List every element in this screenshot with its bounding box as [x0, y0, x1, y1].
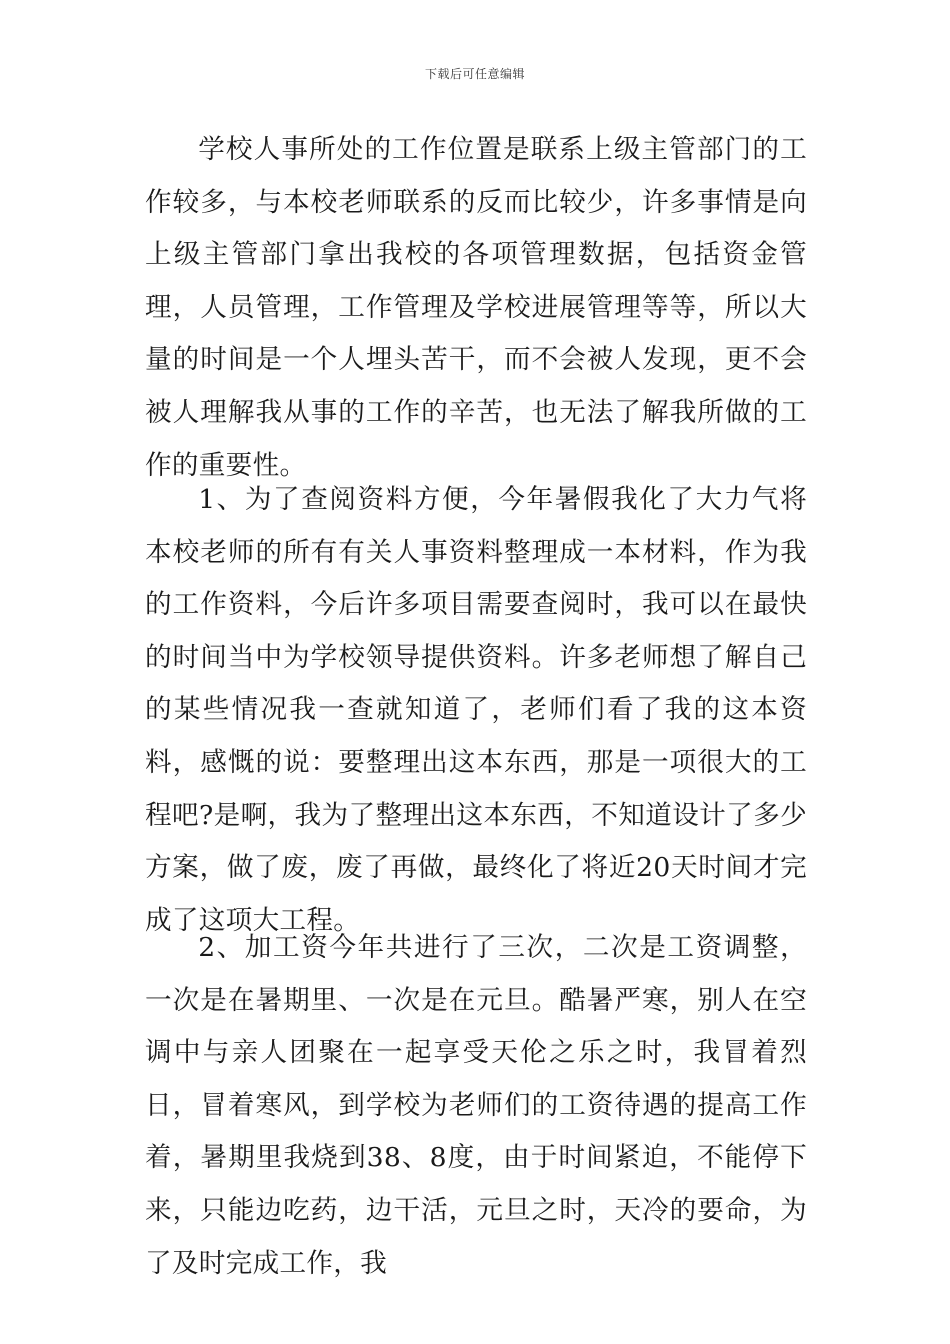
paragraph-intro: 学校人事所处的工作位置是联系上级主管部门的工作较多，与本校老师联系的反而比较少，许多事情是向上级主管部门拿出我校的各项管理数据，包括资金管理，人员管理，工作管理及学校进展管理等等，所以大量的时间是一个人埋头苦干，而不会被人发现，更不会被人理解我从事的工作的辛苦，也无法了解我所做的工作的重要性。 [145, 134, 807, 481]
paragraph-item-2: 2、加工资今年共进行了三次，二次是工资调整，一次是在暑期里、一次是在元旦。酷暑严寒，别人在空调中与亲人团聚在一起享受天伦之乐之时，我冒着烈日，冒着寒风，到学校为老师们的工资待遇的提高工作着，暑期里我烧到38、8度，由于时间紧迫，不能停下来，只能边吃药，边干活，元旦之时，天冷的要命，为了及时完成工作，我 [145, 932, 807, 1279]
paragraph-item-1: 1、为了查阅资料方便，今年暑假我化了大力气将本校老师的所有有关人事资料整理成一本材料，作为我的工作资料，今后许多项目需要查阅时，我可以在最快的时间当中为学校领导提供资料。许多老师想了解自己的某些情况我一查就知道了，老师们看了我的这本资料，感慨的说：要整理出这本东西，那是一项很大的工程吧?是啊，我为了整理出这本东西，不知道设计了多少方案，做了废，废了再做，最终化了将近20天时间才完成了这项大工程。 [145, 484, 807, 936]
header-note: 下载后可任意编辑 [424, 67, 525, 81]
